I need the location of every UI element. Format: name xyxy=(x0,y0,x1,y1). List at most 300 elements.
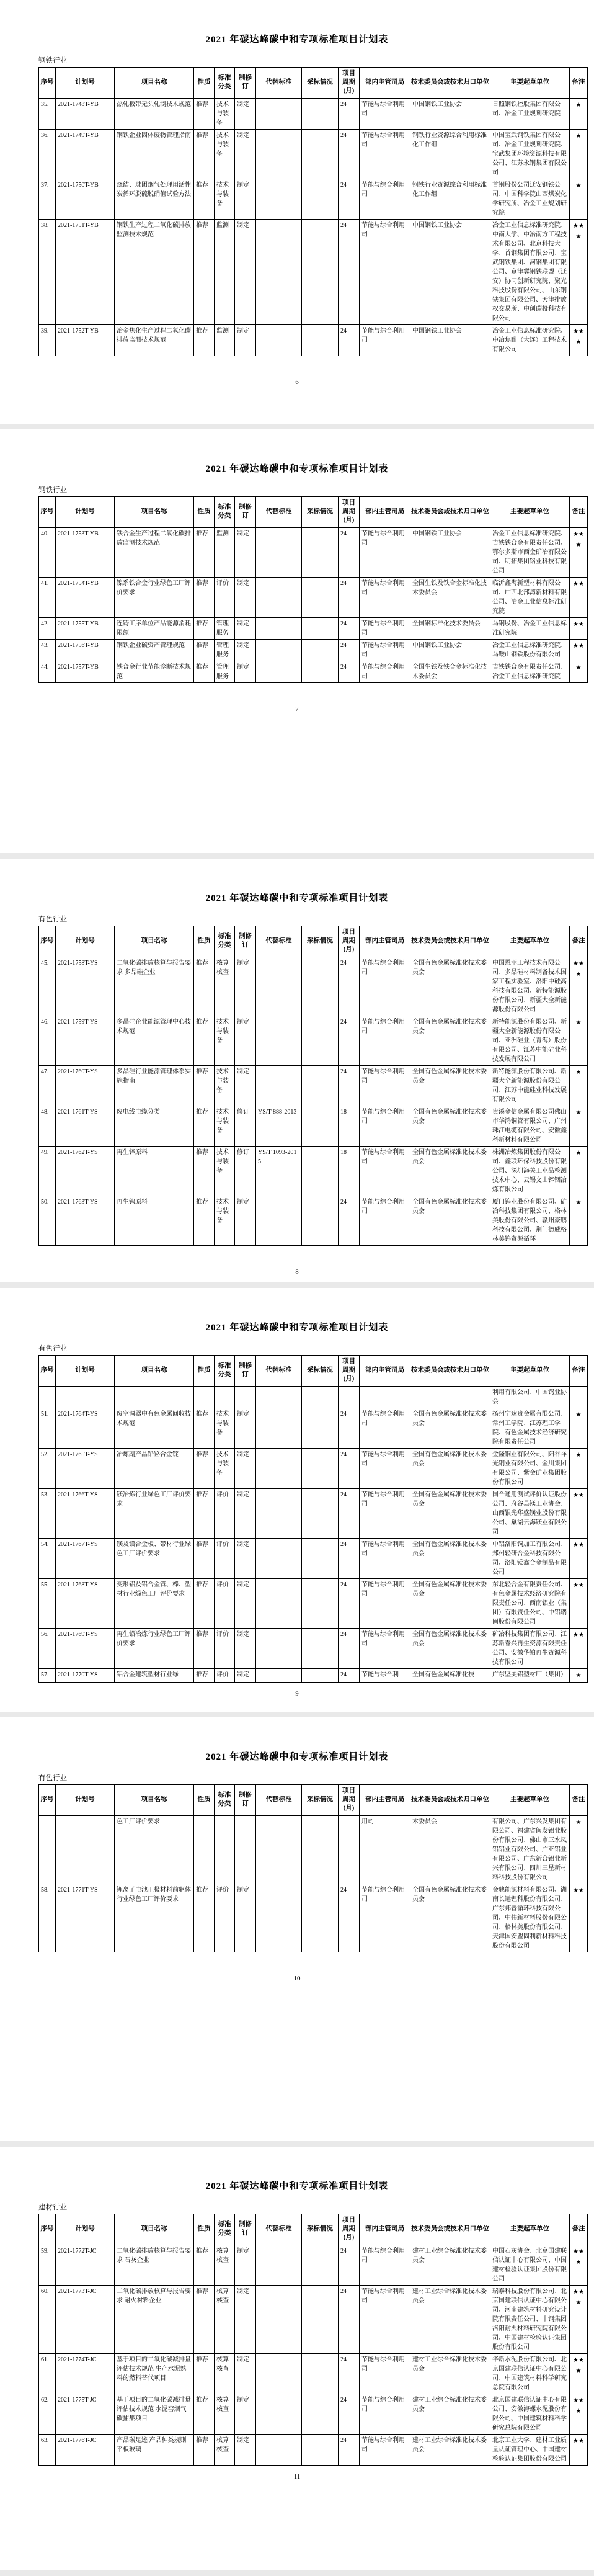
cell-adoption xyxy=(302,639,339,661)
cell-replaces xyxy=(256,1488,302,1538)
cell-remark: ★★ xyxy=(570,577,588,617)
cell-type: 制定 xyxy=(235,1065,256,1106)
cell-no: 41. xyxy=(39,577,56,617)
column-header-type: 制修订 xyxy=(235,1356,256,1387)
cell-drafters: 瑞泰科技股份有限公司、北京国建联信认证中心有限公司、河南建筑材料研究设计院有限责任公司、中钢集团洛阳耐火材料研究院有限公司、中国建材检验认证集团股份有限公司 xyxy=(490,2285,570,2353)
cell-category: 评价 xyxy=(215,1488,235,1538)
cell-nature: 推荐 xyxy=(194,2245,215,2285)
cell-no: 38. xyxy=(39,219,56,324)
cell-drafters: 新特能源股份有限公司、新疆大全新能源股份有限公司、江苏中能硅业科技发展有限公司 xyxy=(490,1065,570,1106)
cell-drafters: 北京工业大学、建材工业质量认证管理中心、中国建材检验认证集团股份有限公司 xyxy=(490,2434,570,2465)
cell-remark: ★★ xyxy=(570,617,588,639)
cell-category: 评价 xyxy=(215,1668,235,1682)
cell-committee: 建材工业综合标准化技术委员会 xyxy=(410,2353,490,2394)
column-header-replaces: 代替标准 xyxy=(256,926,302,957)
cell-period: 24 xyxy=(339,1668,360,1682)
page-title: 2021 年碳达峰碳中和专项标准项目计划表 xyxy=(205,464,389,474)
cell-category xyxy=(215,1815,235,1884)
cell-name: 锂离子电池正极材料前驱体行业绿色工厂评价要求 xyxy=(115,1884,194,1952)
cell-department: 节能与综合利用司 xyxy=(360,2394,410,2434)
cell-adoption xyxy=(302,1884,339,1952)
cell-nature: 推荐 xyxy=(194,98,215,129)
cell-replaces xyxy=(256,1016,302,1065)
cell-plan: 2021-1756T-YB xyxy=(56,639,115,661)
cell-drafters: 有限公司、广东兴发集团有限公司、福建省闽发铝业股份有限公司、佛山市三水凤铝铝业有限公司、广亚铝业有限公司、广东新合铝业新兴有限公司、四川三星新材料科技股份有限公司 xyxy=(490,1815,570,1884)
cell-committee: 全国生铁及铁合金标准化技术委员会 xyxy=(410,661,490,682)
column-header-period: 项目周期(月) xyxy=(339,2214,360,2245)
cell-nature: 推荐 xyxy=(194,2285,215,2353)
cell-adoption xyxy=(302,1815,339,1884)
cell-no: 57. xyxy=(39,1668,56,1682)
cell-plan: 2021-1766T-YS xyxy=(56,1488,115,1538)
cell-committee: 钢铁行业资源综合利用标准化工作组 xyxy=(410,179,490,219)
table-row xyxy=(39,98,588,129)
cell-plan: 2021-1772T-JC xyxy=(56,2245,115,2285)
table-header-row xyxy=(39,2214,588,2245)
column-header-nature: 性质 xyxy=(194,1356,215,1387)
cell-category: 评价 xyxy=(215,1628,235,1668)
cell-no: 35. xyxy=(39,98,56,129)
table-row xyxy=(39,2245,588,2285)
cell-plan xyxy=(56,1386,115,1408)
cell-name: 镍系铁合金行业绿色工厂评价要求 xyxy=(115,577,194,617)
cell-replaces xyxy=(256,324,302,356)
cell-name: 二氧化碳排放核算与报告要求 石灰企业 xyxy=(115,2245,194,2285)
cell-committee: 中国钢铁工业协会 xyxy=(410,324,490,356)
table-row xyxy=(39,1408,588,1448)
cell-department: 节能与综合利用司 xyxy=(360,1578,410,1628)
cell-plan: 2021-1751T-YB xyxy=(56,219,115,324)
cell-committee: 全国有色金属标准化技术委员会 xyxy=(410,1106,490,1146)
column-header-department: 部内主管司局 xyxy=(360,2214,410,2245)
cell-type xyxy=(235,1815,256,1884)
table-row xyxy=(39,661,588,682)
cell-drafters: 东北轻合金有限责任公司、有色金属技术经济研究院有限责任公司、西南铝业（集团）有限责任公司、中铝瑞闽股份有限公司 xyxy=(490,1578,570,1628)
table-row xyxy=(39,1386,588,1408)
cell-name: 镁冶炼行业绿色工厂评价要求 xyxy=(115,1488,194,1538)
column-header-department: 部内主管司局 xyxy=(360,926,410,957)
cell-replaces xyxy=(256,1815,302,1884)
table-row xyxy=(39,1106,588,1146)
cell-nature: 推荐 xyxy=(194,1488,215,1538)
column-header-nature: 性质 xyxy=(194,2214,215,2245)
column-header-category: 标准分类 xyxy=(215,68,235,99)
cell-type: 制定 xyxy=(235,179,256,219)
cell-plan: 2021-1750T-YB xyxy=(56,179,115,219)
cell-adoption xyxy=(302,661,339,682)
cell-committee: 全国有色金属标准化技 xyxy=(410,1668,490,1682)
cell-committee: 中国钢铁工业协会 xyxy=(410,219,490,324)
cell-adoption xyxy=(302,98,339,129)
column-header-remark: 备注 xyxy=(570,2214,588,2245)
cell-committee: 全国有色金属标准化技术委员会 xyxy=(410,1408,490,1448)
cell-department: 用司 xyxy=(360,1815,410,1884)
cell-period: 24 xyxy=(339,1408,360,1448)
cell-period: 24 xyxy=(339,98,360,129)
cell-plan: 2021-1763T-YS xyxy=(56,1196,115,1245)
cell-adoption xyxy=(302,577,339,617)
column-header-adoption: 采标情况 xyxy=(302,68,339,99)
cell-no: 48. xyxy=(39,1106,56,1146)
cell-committee: 全国有色金属标准化技术委员会 xyxy=(410,1628,490,1668)
cell-adoption xyxy=(302,1448,339,1488)
cell-department: 节能与综合利用司 xyxy=(360,2285,410,2353)
cell-name: 冶炼副产品铅铋合金锭 xyxy=(115,1448,194,1488)
table-header-row xyxy=(39,1785,588,1816)
cell-department: 节能与综合利用司 xyxy=(360,1884,410,1952)
cell-replaces: YS/T 1093-2015 xyxy=(256,1146,302,1196)
section-label: 钢铁行业 xyxy=(38,486,67,494)
cell-committee: 全国生铁及铁合金标准化技术委员会 xyxy=(410,577,490,617)
column-header-plan: 计划号 xyxy=(56,1356,115,1387)
cell-replaces xyxy=(256,129,302,179)
cell-department: 节能与综合利用司 xyxy=(360,577,410,617)
cell-type: 制定 xyxy=(235,1408,256,1448)
page-number: 6 xyxy=(295,378,299,386)
cell-department: 节能与综合利用司 xyxy=(360,639,410,661)
cell-plan: 2021-1762T-YS xyxy=(56,1146,115,1196)
cell-replaces: YS/T 888-2013 xyxy=(256,1106,302,1146)
cell-plan: 2021-1749T-YB xyxy=(56,129,115,179)
cell-category: 评价 xyxy=(215,577,235,617)
cell-no: 42. xyxy=(39,617,56,639)
cell-period: 24 xyxy=(339,1196,360,1245)
cell-remark: ★ xyxy=(570,1448,588,1488)
column-header-replaces: 代替标准 xyxy=(256,68,302,99)
cell-department: 节能与综合利用司 xyxy=(360,957,410,1016)
cell-replaces xyxy=(256,527,302,577)
cell-adoption xyxy=(302,1146,339,1196)
cell-replaces xyxy=(256,2285,302,2353)
cell-type: 制定 xyxy=(235,2394,256,2434)
cell-adoption xyxy=(302,1628,339,1668)
cell-adoption xyxy=(302,2394,339,2434)
column-header-category: 标准分类 xyxy=(215,2214,235,2245)
cell-adoption xyxy=(302,1488,339,1538)
cell-category: 核算核查 xyxy=(215,2434,235,2465)
column-header-replaces: 代替标准 xyxy=(256,497,302,528)
cell-replaces xyxy=(256,2394,302,2434)
cell-drafters: 吉铁铁合金有限责任公司、冶金工业信息标准研究院 xyxy=(490,661,570,682)
cell-no: 53. xyxy=(39,1488,56,1538)
cell-department: 节能与综合利用司 xyxy=(360,2434,410,2465)
table-row xyxy=(39,179,588,219)
cell-period: 18 xyxy=(339,1146,360,1196)
column-header-remark: 备注 xyxy=(570,1356,588,1387)
column-header-no: 序号 xyxy=(39,1356,56,1387)
cell-type: 制定 xyxy=(235,617,256,639)
column-header-period: 项目周期(月) xyxy=(339,1356,360,1387)
column-header-replaces: 代替标准 xyxy=(256,1785,302,1816)
cell-category: 管理服务 xyxy=(215,661,235,682)
cell-department: 节能与综合利用司 xyxy=(360,1488,410,1538)
table-row xyxy=(39,2394,588,2434)
cell-remark: ★ xyxy=(570,1196,588,1245)
cell-department: 节能与综合利用司 xyxy=(360,1628,410,1668)
cell-committee: 全国有色金属标准化技术委员会 xyxy=(410,957,490,1016)
cell-remark: ★★ xyxy=(570,2434,588,2465)
cell-period: 24 xyxy=(339,957,360,1016)
cell-remark: ★★ xyxy=(570,1884,588,1952)
cell-category: 技术与装备 xyxy=(215,1065,235,1106)
cell-no: 47. xyxy=(39,1065,56,1106)
table-header-row xyxy=(39,1356,588,1387)
cell-department: 节能与综合利 xyxy=(360,1668,410,1682)
cell-adoption xyxy=(302,2245,339,2285)
cell-adoption xyxy=(302,1065,339,1106)
table-body xyxy=(39,957,588,1245)
cell-remark: ★ xyxy=(570,1065,588,1106)
cell-type: 制定 xyxy=(235,2285,256,2353)
cell-drafters: 扬州宁达贵金属有限公司、常州工学院、江苏理工学院、有色金属技术经济研究院有限责任公司 xyxy=(490,1408,570,1448)
table-body xyxy=(39,98,588,356)
table-row xyxy=(39,2353,588,2394)
cell-replaces xyxy=(256,617,302,639)
cell-drafters: 日照钢铁控股集团有限公司、冶金工业规划研究院 xyxy=(490,98,570,129)
cell-period: 24 xyxy=(339,577,360,617)
cell-period: 24 xyxy=(339,2394,360,2434)
cell-period: 24 xyxy=(339,179,360,219)
column-header-name: 项目名称 xyxy=(115,2214,194,2245)
cell-department: 节能与综合利用司 xyxy=(360,1408,410,1448)
cell-name: 钢铁生产过程二氧化碳排放监测技术规范 xyxy=(115,219,194,324)
column-header-drafters: 主要起草单位 xyxy=(490,1785,570,1816)
cell-no: 55. xyxy=(39,1578,56,1628)
cell-category: 技术与装备 xyxy=(215,1196,235,1245)
column-header-plan: 计划号 xyxy=(56,68,115,99)
cell-committee: 全国有色金属标准化技术委员会 xyxy=(410,1884,490,1952)
cell-department: 节能与综合利用司 xyxy=(360,1146,410,1196)
cell-category: 技术与装备 xyxy=(215,1408,235,1448)
cell-name: 二氧化碳排放核算与报告要求 耐火材料企业 xyxy=(115,2285,194,2353)
cell-remark: ★★★ xyxy=(570,219,588,324)
column-header-adoption: 采标情况 xyxy=(302,2214,339,2245)
cell-name: 再生锌原料 xyxy=(115,1146,194,1196)
cell-adoption xyxy=(302,219,339,324)
cell-name: 多晶硅行业能源管理体系实施指南 xyxy=(115,1065,194,1106)
column-header-category: 标准分类 xyxy=(215,926,235,957)
section-label: 钢铁行业 xyxy=(38,57,67,65)
cell-name: 铁合金生产过程二氧化碳排放监测技术规范 xyxy=(115,527,194,577)
cell-name: 钢铁企业固体废物管理指南 xyxy=(115,129,194,179)
cell-type: 制定 xyxy=(235,1196,256,1245)
cell-type: 制定 xyxy=(235,661,256,682)
table-row xyxy=(39,1016,588,1065)
column-header-no: 序号 xyxy=(39,926,56,957)
cell-no: 43. xyxy=(39,639,56,661)
cell-remark: ★★ xyxy=(570,1538,588,1578)
column-header-adoption: 采标情况 xyxy=(302,1785,339,1816)
cell-name: 铝合金建筑型材行业绿 xyxy=(115,1668,194,1682)
cell-remark: ★ xyxy=(570,1408,588,1448)
cell-period: 24 xyxy=(339,2434,360,2465)
cell-remark: ★ xyxy=(570,98,588,129)
cell-committee: 建材工业综合标准化技术委员会 xyxy=(410,2245,490,2285)
column-header-period: 项目周期(月) xyxy=(339,926,360,957)
table-row xyxy=(39,527,588,577)
cell-nature: 推荐 xyxy=(194,219,215,324)
cell-remark: ★★★ xyxy=(570,2353,588,2394)
cell-committee: 全国有色金属标准化技术委员会 xyxy=(410,1016,490,1065)
cell-remark: ★★★ xyxy=(570,2394,588,2434)
cell-replaces xyxy=(256,577,302,617)
page-number: 7 xyxy=(295,705,299,713)
cell-period: 24 xyxy=(339,639,360,661)
cell-remark: ★ xyxy=(570,129,588,179)
cell-plan: 2021-1767T-YS xyxy=(56,1538,115,1578)
cell-category: 技术与装备 xyxy=(215,129,235,179)
cell-remark: ★ xyxy=(570,179,588,219)
cell-committee: 建材工业综合标准化技术委员会 xyxy=(410,2394,490,2434)
table-row xyxy=(39,1538,588,1578)
column-header-name: 项目名称 xyxy=(115,497,194,528)
cell-nature: 推荐 xyxy=(194,1538,215,1578)
cell-drafters: 矿冶科技集团有限公司、江苏新春兴再生资源有限责任公司、安徽华铂再生资源科技有限公司 xyxy=(490,1628,570,1668)
cell-adoption xyxy=(302,1106,339,1146)
cell-no: 44. xyxy=(39,661,56,682)
cell-name: 热轧板带无头轧制技术规范 xyxy=(115,98,194,129)
cell-nature: 推荐 xyxy=(194,2394,215,2434)
column-header-adoption: 采标情况 xyxy=(302,497,339,528)
section-label: 有色行业 xyxy=(38,1345,67,1353)
cell-nature: 推荐 xyxy=(194,1448,215,1488)
cell-nature: 推荐 xyxy=(194,577,215,617)
table-header-row xyxy=(39,926,588,957)
cell-category: 核算核查 xyxy=(215,2245,235,2285)
column-header-committee: 技术委员会或技术归口单位 xyxy=(410,926,490,957)
cell-no: 60. xyxy=(39,2285,56,2353)
cell-committee: 全国有色金属标准化技术委员会 xyxy=(410,1065,490,1106)
column-header-type: 制修订 xyxy=(235,2214,256,2245)
cell-plan xyxy=(56,1815,115,1884)
cell-nature: 推荐 xyxy=(194,1668,215,1682)
cell-adoption xyxy=(302,1196,339,1245)
cell-remark: ★★★ xyxy=(570,527,588,577)
cell-category xyxy=(215,1386,235,1408)
cell-plan: 2021-1761T-YS xyxy=(56,1106,115,1146)
cell-plan: 2021-1771T-YS xyxy=(56,1884,115,1952)
cell-category: 管理服务 xyxy=(215,617,235,639)
cell-name: 铁合金行业节能诊断技术规范 xyxy=(115,661,194,682)
column-header-plan: 计划号 xyxy=(56,1785,115,1816)
standards-table xyxy=(38,1355,588,1683)
cell-department: 节能与综合利用司 xyxy=(360,1538,410,1578)
column-header-nature: 性质 xyxy=(194,68,215,99)
cell-adoption xyxy=(302,1408,339,1448)
cell-no xyxy=(39,1815,56,1884)
cell-category: 管理服务 xyxy=(215,639,235,661)
cell-nature: 推荐 xyxy=(194,129,215,179)
cell-category: 核算核查 xyxy=(215,2394,235,2434)
cell-no: 49. xyxy=(39,1146,56,1196)
cell-replaces xyxy=(256,1884,302,1952)
table-row xyxy=(39,129,588,179)
cell-period: 24 xyxy=(339,2285,360,2353)
cell-drafters: 冶金工业信息标准研究院、中冶焦耐（大连）工程技术有限公司 xyxy=(490,324,570,356)
cell-type: 制定 xyxy=(235,2245,256,2285)
cell-no: 50. xyxy=(39,1196,56,1245)
cell-adoption xyxy=(302,2353,339,2394)
cell-drafters: 中国石灰协会、北京国建联信认证中心有限公司、中国建材检验认证集团股份有限公司 xyxy=(490,2245,570,2285)
cell-committee: 全国有色金属标准化技术委员会 xyxy=(410,1196,490,1245)
cell-category: 技术与装备 xyxy=(215,1448,235,1488)
column-header-no: 序号 xyxy=(39,2214,56,2245)
cell-category: 监测 xyxy=(215,324,235,356)
cell-remark: ★ xyxy=(570,1016,588,1065)
cell-remark: ★★ xyxy=(570,1578,588,1628)
cell-committee: 钢铁行业资源综合利用标准化工作组 xyxy=(410,129,490,179)
table-body xyxy=(39,2245,588,2465)
column-header-committee: 技术委员会或技术归口单位 xyxy=(410,497,490,528)
cell-no: 45. xyxy=(39,957,56,1016)
column-header-nature: 性质 xyxy=(194,497,215,528)
table-row xyxy=(39,617,588,639)
column-header-plan: 计划号 xyxy=(56,926,115,957)
cell-replaces xyxy=(256,639,302,661)
cell-period: 24 xyxy=(339,219,360,324)
cell-department: 节能与综合利用司 xyxy=(360,527,410,577)
table-row xyxy=(39,1146,588,1196)
column-header-name: 项目名称 xyxy=(115,1785,194,1816)
cell-type: 制定 xyxy=(235,2434,256,2465)
cell-drafters: 金驰能源材料有限公司、湖南长远锂科股份有限公司、广东邦普循环科技有限公司、中伟新材料股份有限公司、格林美股份有限公司、天津国安盟固利新材料科技股份有限公司 xyxy=(490,1884,570,1952)
cell-name: 色工厂评价要求 xyxy=(115,1815,194,1884)
cell-no: 52. xyxy=(39,1448,56,1488)
cell-drafters: 中国宝武钢铁集团有限公司、冶金工业规划研究院、宝武集团环境资源科技有限公司、江苏永钢集团有限公司 xyxy=(490,129,570,179)
column-header-drafters: 主要起草单位 xyxy=(490,1356,570,1387)
column-header-period: 项目周期(月) xyxy=(339,68,360,99)
cell-drafters: 中铝洛阳铜加工有限公司、郑州轻研合金科技有限公司、洛阳镁鑫合金制品有限公司 xyxy=(490,1538,570,1578)
cell-nature: 推荐 xyxy=(194,179,215,219)
table-row xyxy=(39,1578,588,1628)
cell-period: 24 xyxy=(339,1065,360,1106)
cell-drafters: 新特能源股份有限公司、新疆大全新能源股份有限公司、亚洲硅业（青海）股份有限公司、江苏中能硅业科技发展有限公司 xyxy=(490,1016,570,1065)
cell-type: 修订 xyxy=(235,1146,256,1196)
cell-adoption xyxy=(302,129,339,179)
column-header-replaces: 代替标准 xyxy=(256,1356,302,1387)
column-header-adoption: 采标情况 xyxy=(302,1356,339,1387)
cell-type: 制定 xyxy=(235,1628,256,1668)
table-body xyxy=(39,527,588,682)
column-header-committee: 技术委员会或技术归口单位 xyxy=(410,68,490,99)
cell-adoption xyxy=(302,1668,339,1682)
cell-name: 基于项目的二氧化碳减排量评估技术规范 水泥窑烟气碳捕集项目 xyxy=(115,2394,194,2434)
cell-plan: 2021-1768T-YS xyxy=(56,1578,115,1628)
cell-no: 59. xyxy=(39,2245,56,2285)
cell-adoption xyxy=(302,1538,339,1578)
column-header-replaces: 代替标准 xyxy=(256,2214,302,2245)
cell-plan: 2021-1748T-YB xyxy=(56,98,115,129)
table-row xyxy=(39,2434,588,2465)
cell-adoption xyxy=(302,324,339,356)
cell-period: 24 xyxy=(339,2245,360,2285)
cell-category: 评价 xyxy=(215,1538,235,1578)
table-row xyxy=(39,577,588,617)
cell-remark: ★★★ xyxy=(570,324,588,356)
cell-drafters: 厦门钨业股份有限公司、矿冶科技集团有限公司、格林美股份有限公司、赣州豪鹏科技有限公司、荆门德威格林美钨资源循环 xyxy=(490,1196,570,1245)
cell-plan: 2021-1760T-YS xyxy=(56,1065,115,1106)
cell-no: 61. xyxy=(39,2353,56,2394)
cell-type: 制定 xyxy=(235,577,256,617)
cell-no: 36. xyxy=(39,129,56,179)
cell-period: 24 xyxy=(339,661,360,682)
cell-name: 废空调器中有色金属回收技术规范 xyxy=(115,1408,194,1448)
cell-adoption xyxy=(302,1578,339,1628)
column-header-period: 项目周期(月) xyxy=(339,1785,360,1816)
cell-replaces xyxy=(256,1538,302,1578)
cell-name xyxy=(115,1386,194,1408)
column-header-plan: 计划号 xyxy=(56,2214,115,2245)
